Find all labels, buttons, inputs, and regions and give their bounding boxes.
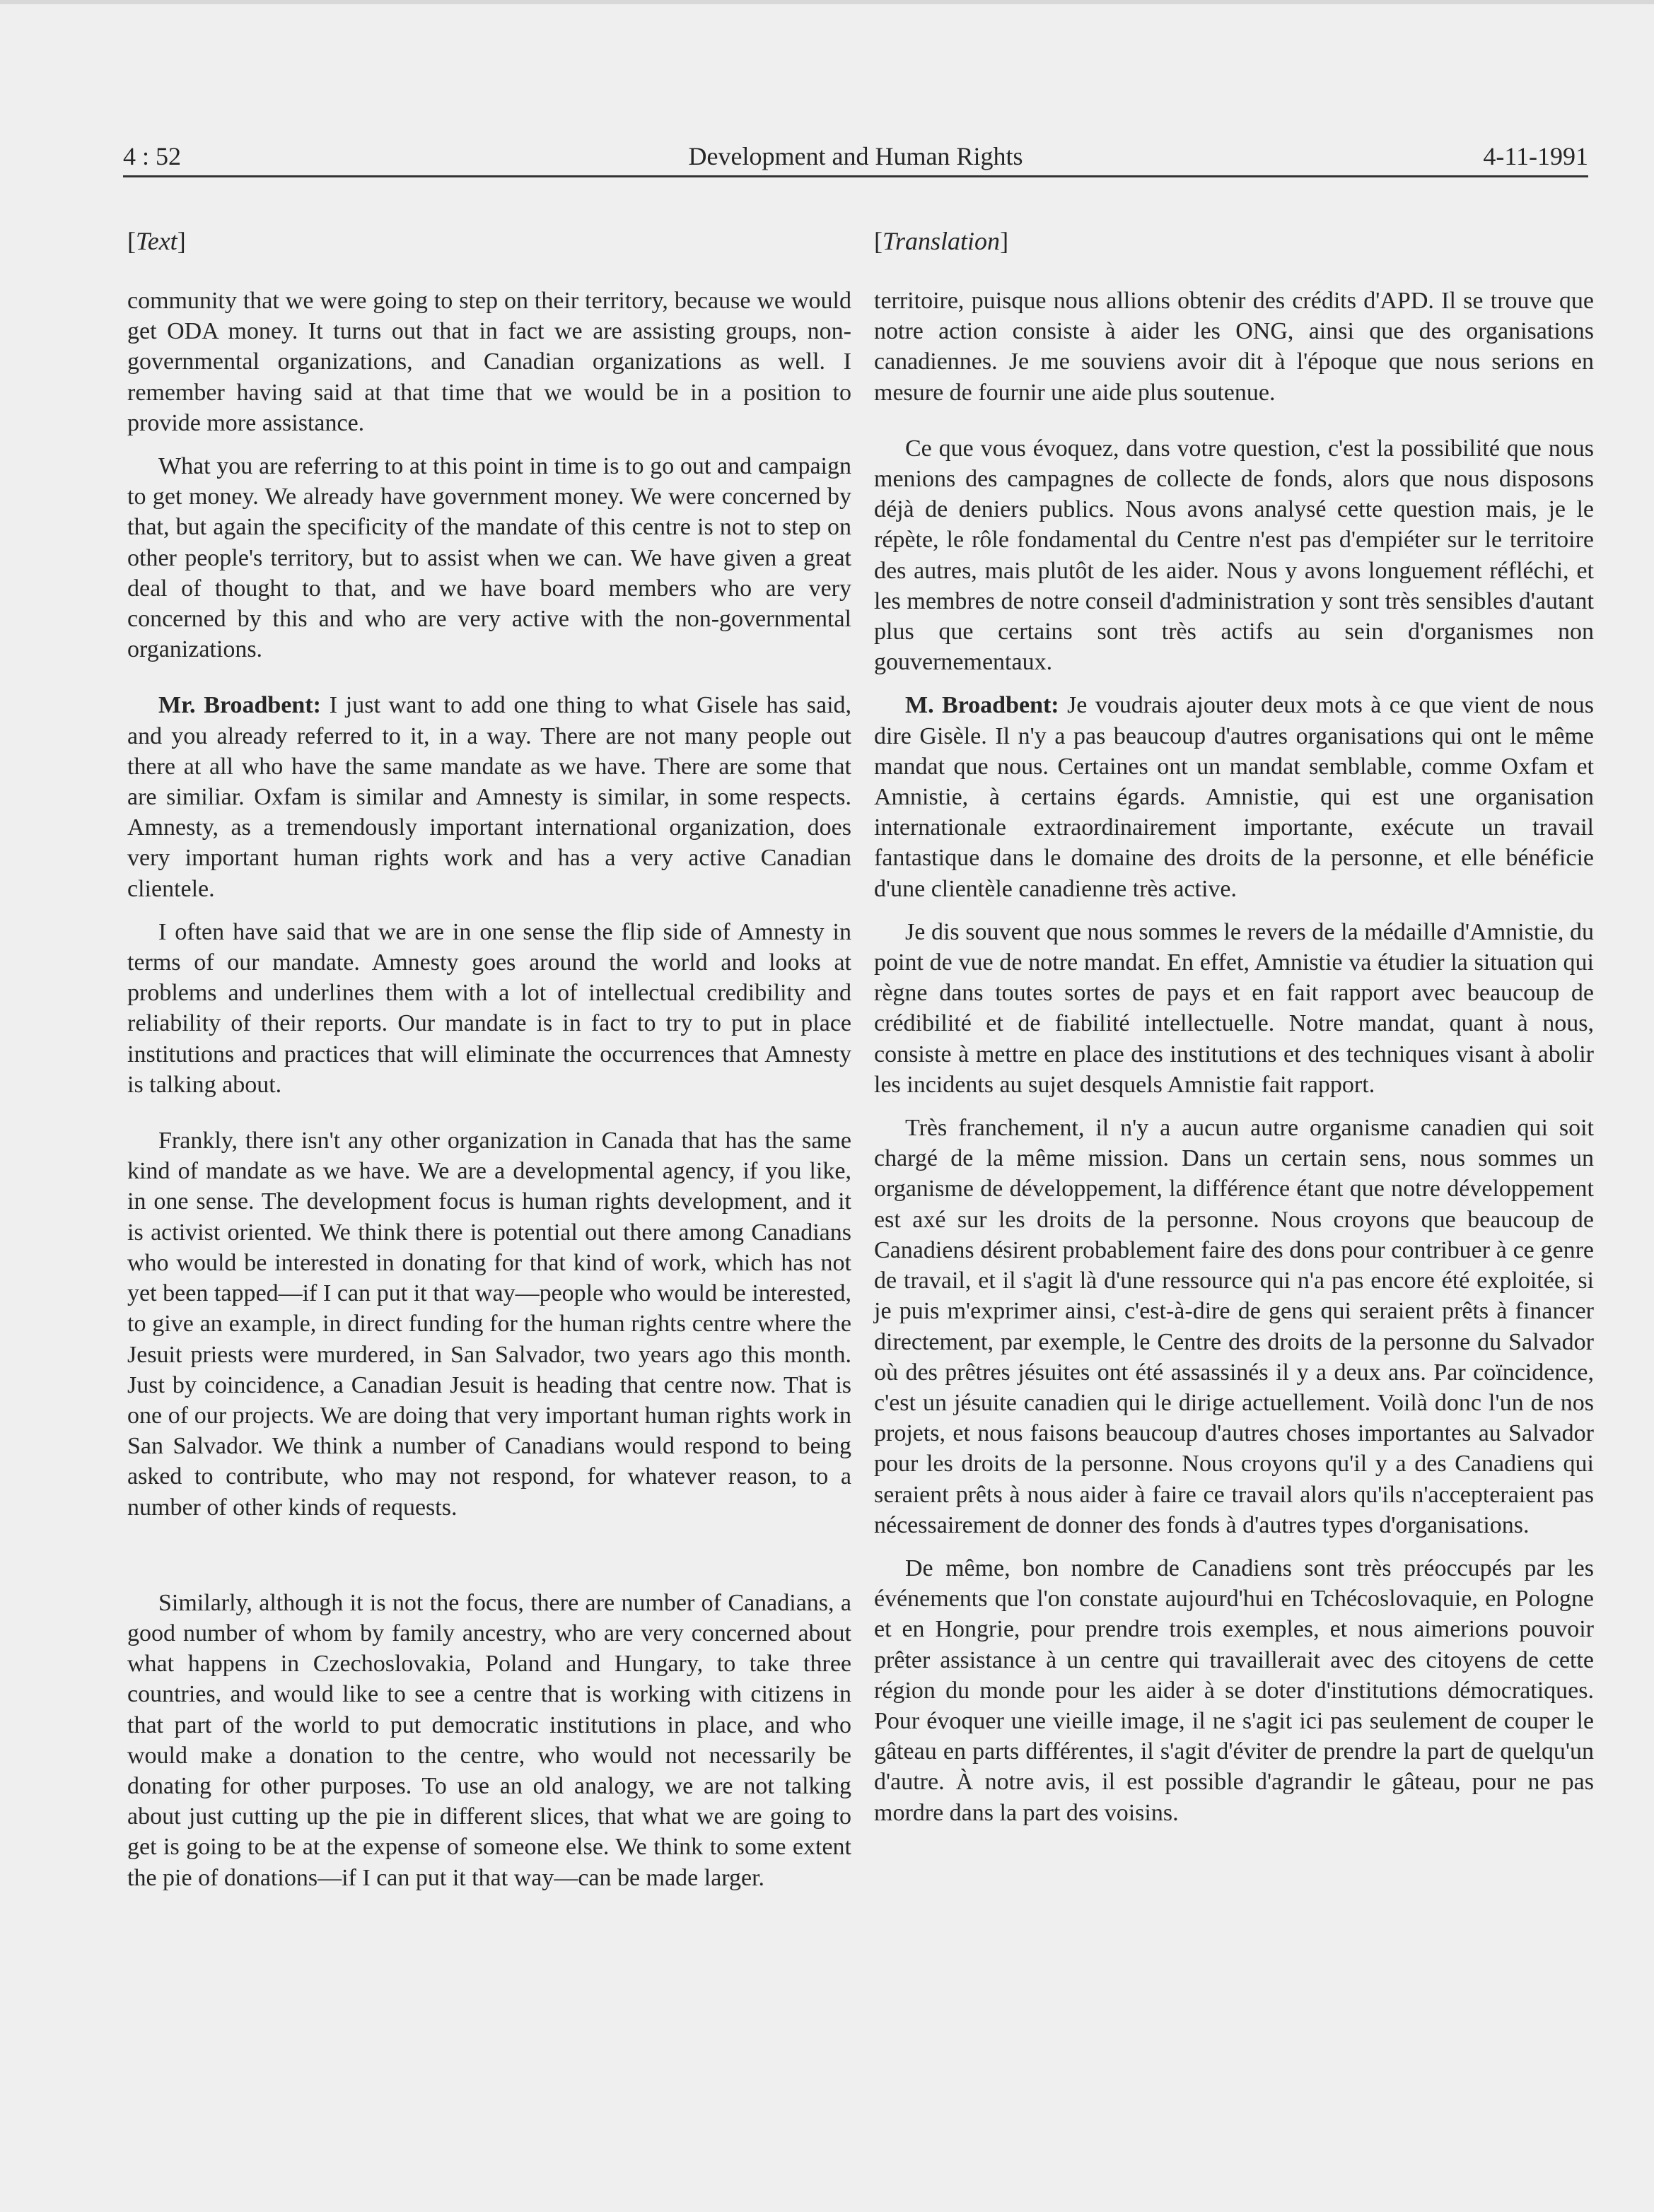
paragraph: Je dis souvent que nous sommes le revers de la médaille d'Amnistie, du point de vue de notre mandat. En effet, Amnistie va étudier la situation qui règne dans toutes sortes de pays et en fait rapport avec beaucoup de crédibilité et de fiabilité intellectuelle. Notre mandat, quant à nous, consiste à mettre en place des institutions et des techniques visant à abolir les incidents au sujet desquels Amnistie fait rapport.: [874, 918, 1594, 1098]
french-column: [874, 226, 1594, 1828]
column-label-translation-word: Translation: [883, 227, 1001, 255]
speaker-paragraph: [127, 690, 851, 903]
paragraph: What you are referring to at this point in time is to go out and campaign to get money. We already have government money. We were concerned by that, but again the specificity of the mandate of this centre is not to step on other people's territory, but to assist when we can. We have given a great deal of thought to that, and we have board members who are very concerned by this and who are very active with the non-governmental organizations.: [127, 453, 851, 663]
paragraph: territoire, puisque nous allions obtenir des crédits d'APD. Il se trouve que notre action consiste à aider les ONG, ainsi que des organisations canadiennes. Je me souviens avoir dit à l'époque que nous serions en mesure de fournir une aide plus soutenue.: [874, 288, 1594, 406]
paragraph: Ce que vous évoquez, dans votre question, c'est la possibilité que nous menions des campagnes de collecte de fonds, alors que nous disposons déjà de deniers publics. Nous avons analysé cette question mais, je le répète, le rôle fondamental du Centre n'est pas d'empiéter sur le territoire des autres, mais plutôt de les aider. Nous y avons longuement réfléchi, et les membres de notre conseil d'administration y sont très sensibles d'autant plus que certains sont très actifs au sein d'organismes non gouvernementaux.: [874, 435, 1594, 676]
speaker-name: Mr. Broadbent:: [158, 692, 321, 719]
paragraph: Similarly, although it is not the focus, there are number of Canadians, a good number of whom by family ancestry, who are very concerned about what happens in Czechoslovakia, Poland and Hungary, to take three countries, and would like to see a centre that is working with citizens in that part of the world to put democratic institutions in place, and who would make a donation to the centre, who would not necessarily be donating for other purposes. To use an old analogy, we are not talking about just cutting up the pie in different slices, that what we are going to get is going to be at the expense of someone else. We think to some extent the pie of donations—if I can put it that way—can be made larger.: [127, 1589, 851, 1891]
speaker-name: M. Broadbent:: [905, 692, 1059, 719]
page-header: [123, 139, 1588, 177]
paragraph: De même, bon nombre de Canadiens sont très préoccupés par les événements que l'on constate aujourd'hui en Tchécoslovaquie, en Pologne et en Hongrie, pour prendre trois exemples, et nous aimerions pouvoir prêter assistance à un centre qui travaillerait avec des citoyens de cette région du monde pour les aider à se doter d'institutions démocratiques. Pour évoquer une vieille image, il ne s'agit ici pas seulement de couper le gâteau en parts différentes, il s'agit d'éviter de prendre la part de quelqu'un d'autre. À notre avis, il est possible d'agrandir le gâteau, pour ne pas mordre dans la part des voisins.: [874, 1555, 1594, 1826]
paragraph: I often have said that we are in one sense the flip side of Amnesty in terms of our mandate. Amnesty goes around the world and looks at problems and underlines them with a lot of intellectual credibility and reliability of their reports. Our mandate is in fact to try to put in place institutions and practices that will eliminate the occurrences that Amnesty is talking about.: [127, 918, 851, 1098]
speaker-paragraph: [874, 690, 1594, 903]
column-label-translation: [Translation]: [874, 227, 1009, 255]
paragraph: community that we were going to step on their territory, because we would get ODA money. It turns out that in fact we are assisting groups, non-governmental organizations, and Canadian organizations as well. I remember having said at that time that we would be in a position to provide more assistance.: [127, 288, 851, 436]
english-column: [127, 226, 851, 1893]
sitting-date: 4-11-1991: [1483, 142, 1588, 170]
column-label-text-word: Text: [136, 227, 177, 255]
page-number: 4 : 52: [123, 142, 182, 170]
paragraph: Frankly, there isn't any other organization in Canada that has the same kind of mandate as we have. We are a developmental agency, if you like, in one sense. The development focus is human rights development, and it is activist oriented. We think there is potential out there among Canadians who would be interested in donating for that kind of work, which has not yet been tapped—if I can put it that way—people who would be interested, to give an example, in direct funding for the human rights centre where the Jesuit priests were murdered, in San Salvador, two years ago this month. Just by coincidence, a Canadian Jesuit is heading that centre now. That is one of our projects. We are doing that very important human rights work in San Salvador. We think a number of Canadians would respond to being asked to contribute, who may not respond, for whatever reason, to a number of other kinds of requests.: [127, 1128, 851, 1521]
running-title: Development and Human Rights: [688, 142, 1023, 170]
column-label-text: [Text]: [127, 227, 186, 255]
paragraph: Très franchement, il n'y a aucun autre organisme canadien qui soit chargé de la même mission. Dans un certain sens, nous sommes un organisme de développement, la différence étant que notre développement est axé sur les droits de la personne. Nous croyons que beaucoup de Canadiens désirent probablement faire des dons pour contribuer à ce genre de travail, et il s'agit là d'une ressource qui n'a pas encore été exploitée, si je puis m'exprimer ainsi, c'est-à-dire de gens qui seraient prêts à financer directement, par exemple, le Centre des droits de la personne du Salvador où des prêtres jésuites ont été assassinés il y a deux ans. Par coïncidence, c'est un jésuite canadien qui le dirige actuellement. Voilà donc l'un de nos projets, et nous faisons beaucoup d'autres choses importantes au Salvador pour les droits de la personne. Nous croyons qu'il y a des Canadiens qui seraient prêts à nous aider à faire ce travail alors qu'ils n'accepteraient pas nécessairement de donner des fonds à d'autres types d'organisations.: [874, 1115, 1594, 1538]
paragraph-text: Je voudrais ajouter deux mots à ce que vient de nous dire Gisèle. Il n'y a pas beaucoup d'autres organisations qui ont le même mandat que nous. Certaines ont un mandat semblable, comme Oxfam et Amnistie, à certains égards. Amnistie, qui est une organisation internationale extraordinairement importante, exécute un travail fantastique dans le domaine des droits de la personne, et elle bénéficie d'une clientèle canadienne très active.: [874, 692, 1595, 902]
paragraph-text: I just want to add one thing to what Gisele has said, and you already referred to it, in a way. There are not many people out there at all who have the same mandate as we have. There are some that are similiar. Oxfam is similar and Amnesty is similar, in some respects. Amnesty, as a tremendously important international organization, does very important human rights work and has a very active Canadian clientele.: [127, 692, 852, 902]
page-top-edge: [0, 0, 1654, 4]
